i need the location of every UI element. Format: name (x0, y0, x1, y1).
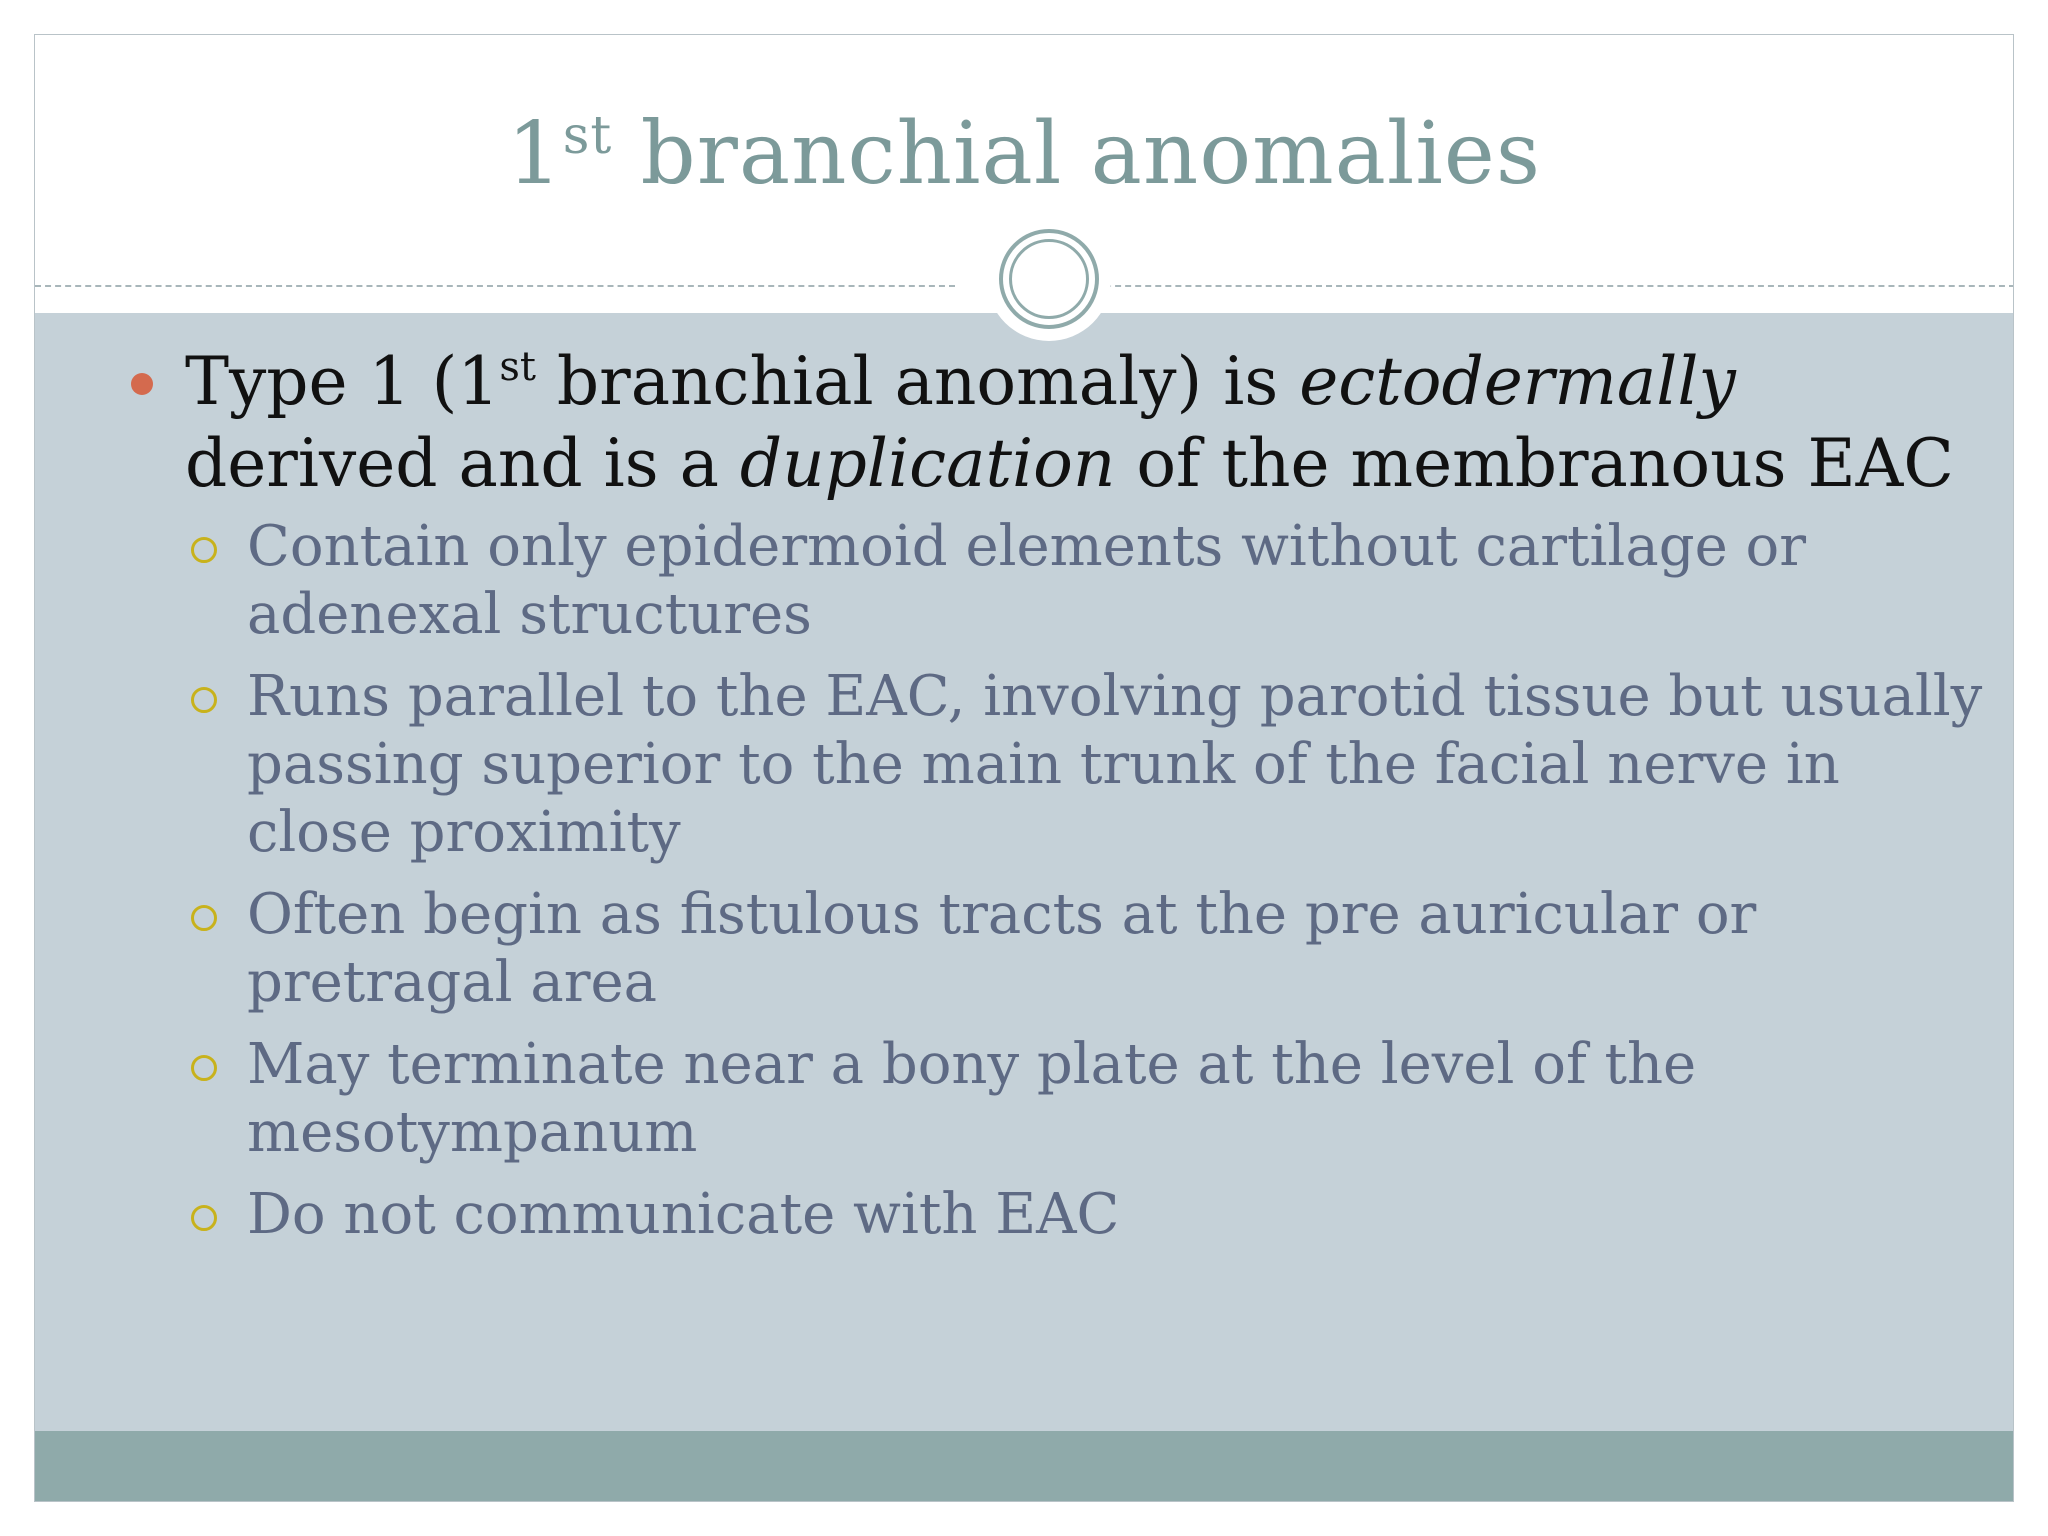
ring-bullet-icon (191, 905, 217, 931)
main-bullet (95, 341, 1985, 505)
sub-bullet (95, 663, 1985, 867)
sub-bullet-text: Do not communicate with EAC (247, 1182, 1120, 1247)
title-divider-left (35, 285, 955, 287)
title-text: branchial anomalies (612, 104, 1541, 204)
main-bullet-superscript: st (499, 344, 536, 390)
title-divider-right (1095, 285, 2014, 287)
title-superscript: st (562, 106, 613, 166)
slide-title (35, 104, 2013, 204)
ring-bullet-icon (191, 1055, 217, 1081)
main-bullet-text: branchial anomaly) is (535, 343, 1300, 420)
main-bullet-italic: ectodermally (1299, 343, 1736, 420)
slide-body (95, 341, 1985, 1263)
footer-band (35, 1431, 2013, 1502)
ring-bullet-icon (191, 537, 217, 563)
sub-bullet-text: Contain only epidermoid elements without cartilage or adenexal structures (247, 514, 1807, 647)
sub-bullet (95, 1181, 1985, 1249)
sub-bullet-text: May terminate near a bony plate at the level of the mesotympanum (247, 1032, 1697, 1165)
ring-bullet-icon (191, 687, 217, 713)
sub-bullet (95, 513, 1985, 649)
main-bullet-text: of the membranous EAC (1115, 425, 1954, 502)
slide (34, 34, 2014, 1502)
sub-bullet (95, 881, 1985, 1017)
sub-bullet-text: Often begin as fistulous tracts at the pre auricular or pretragal area (247, 882, 1757, 1015)
main-bullet-text: derived and is a (185, 425, 740, 502)
sub-bullet (95, 1031, 1985, 1167)
main-bullet-italic: duplication (739, 425, 1116, 502)
sub-bullet-list (95, 513, 1985, 1249)
bullet-dot-icon (131, 373, 153, 395)
sub-bullet-text: Runs parallel to the EAC, involving parotid tissue but usually passing superior to the main trunk of the facial nerve in close proximity (247, 664, 1983, 865)
title-number: 1 (507, 104, 563, 204)
circle-ornament-icon (999, 229, 1099, 329)
ring-bullet-icon (191, 1205, 217, 1231)
main-bullet-text: Type 1 (1 (185, 343, 500, 420)
